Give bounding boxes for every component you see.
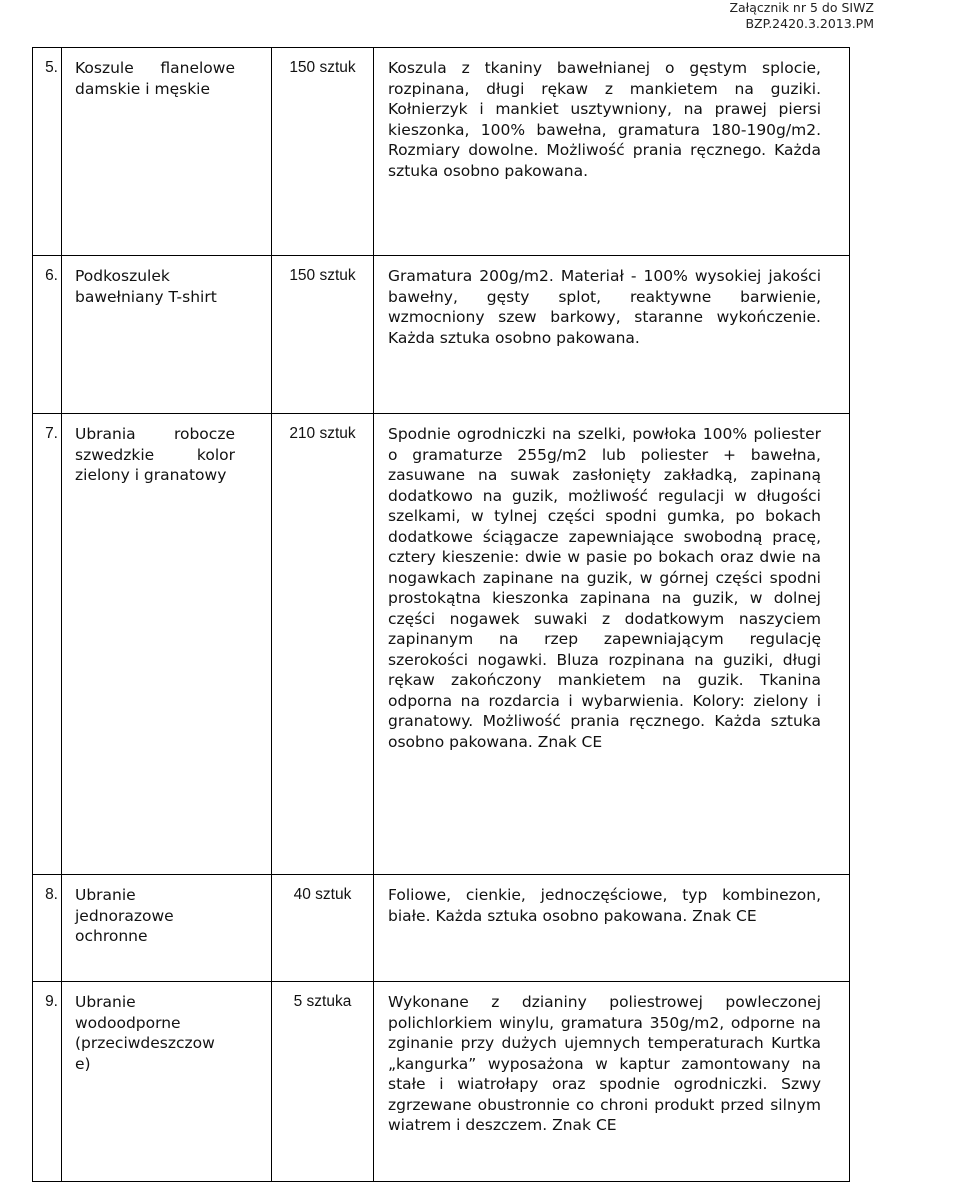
item-name: Podkoszulek bawełniany T-shirt <box>62 256 272 414</box>
item-name: Ubrania robocze szwedzkie kolor zielony i granatowy <box>62 414 272 875</box>
item-name: Ubranie wodoodporne (przeciwdeszczow e) <box>62 982 272 1182</box>
document-header <box>674 0 874 32</box>
item-number: 5. <box>33 48 62 256</box>
table-row <box>33 875 850 982</box>
table-row <box>33 48 850 256</box>
item-quantity: 150 sztuk <box>272 256 374 414</box>
item-description: Spodnie ogrodniczki na szelki, powłoka 100% poliester o gramaturze 255g/m2 lub poliester + bawełna, zasuwane na suwak zasłonięty zakładką, zapinaną dodatkowo na guzik, możliwość regulacji w długości szelkami, w tylnej części spodni gumka, po bokach dodatkowe ściągacze zapewniające swobodną pracę, cztery kieszenie: dwie w pasie po bokach oraz dwie na nogawkach zapinane na guzik, w górnej części spodni prostokątna kieszonka zapinana na guzik, w dolnej części nogawek suwaki z dodatkowym naszyciem zapinanym na rzep zapewniającym regulację szerokości nogawki. Bluza rozpinana na guziki, długi rękaw zakończony mankietem na guzik. Tkanina odporna na rozdarcia i wybarwienia. Kolory: zielony i granatowy. Możliwość prania ręcznego. Każda sztuka osobno pakowana. Znak CE <box>374 414 850 875</box>
item-name: Ubranie jednorazowe ochronne <box>62 875 272 982</box>
attachment-label: Załącznik nr 5 do SIWZ <box>729 0 874 15</box>
item-name: Koszule flanelowe damskie i męskie <box>62 48 272 256</box>
table-row <box>33 414 850 875</box>
item-quantity: 210 sztuk <box>272 414 374 875</box>
item-quantity: 150 sztuk <box>272 48 374 256</box>
item-description: Wykonane z dzianiny poliestrowej powleczonej polichlorkiem winylu, gramatura 350g/m2, odporne na zginanie przy dużych ujemnych temperaturach Kurtka „kangurka” wyposażona w kaptur zamontowany na stałe i wiatrołapy oraz spodnie ogrodniczki. Szwy zgrzewane obustronnie co chroni produkt przed silnym wiatrem i deszczem. Znak CE <box>374 982 850 1182</box>
item-quantity: 5 sztuka <box>272 982 374 1182</box>
item-quantity: 40 sztuk <box>272 875 374 982</box>
item-number: 7. <box>33 414 62 875</box>
item-description: Gramatura 200g/m2. Materiał - 100% wysokiej jakości bawełny, gęsty splot, reaktywne barwienie, wzmocniony szew barkowy, staranne wykończenie. Każda sztuka osobno pakowana. <box>374 256 850 414</box>
item-number: 9. <box>33 982 62 1182</box>
table-row <box>33 982 850 1182</box>
item-number: 6. <box>33 256 62 414</box>
item-description: Koszula z tkaniny bawełnianej o gęstym splocie, rozpinana, długi rękaw z mankietem na guziki. Kołnierzyk i mankiet usztywniony, na prawej piersi kieszonka, 100% bawełna, gramatura 180-190g/m2. Rozmiary dowolne. Możliwość prania ręcznego. Każda sztuka osobno pakowana. <box>374 48 850 256</box>
reference-number: BZP.2420.3.2013.PM <box>745 16 874 31</box>
table-row <box>33 256 850 414</box>
specification-table <box>32 47 850 1182</box>
item-number: 8. <box>33 875 62 982</box>
item-description: Foliowe, cienkie, jednoczęściowe, typ kombinezon, białe. Każda sztuka osobno pakowana. Znak CE <box>374 875 850 982</box>
